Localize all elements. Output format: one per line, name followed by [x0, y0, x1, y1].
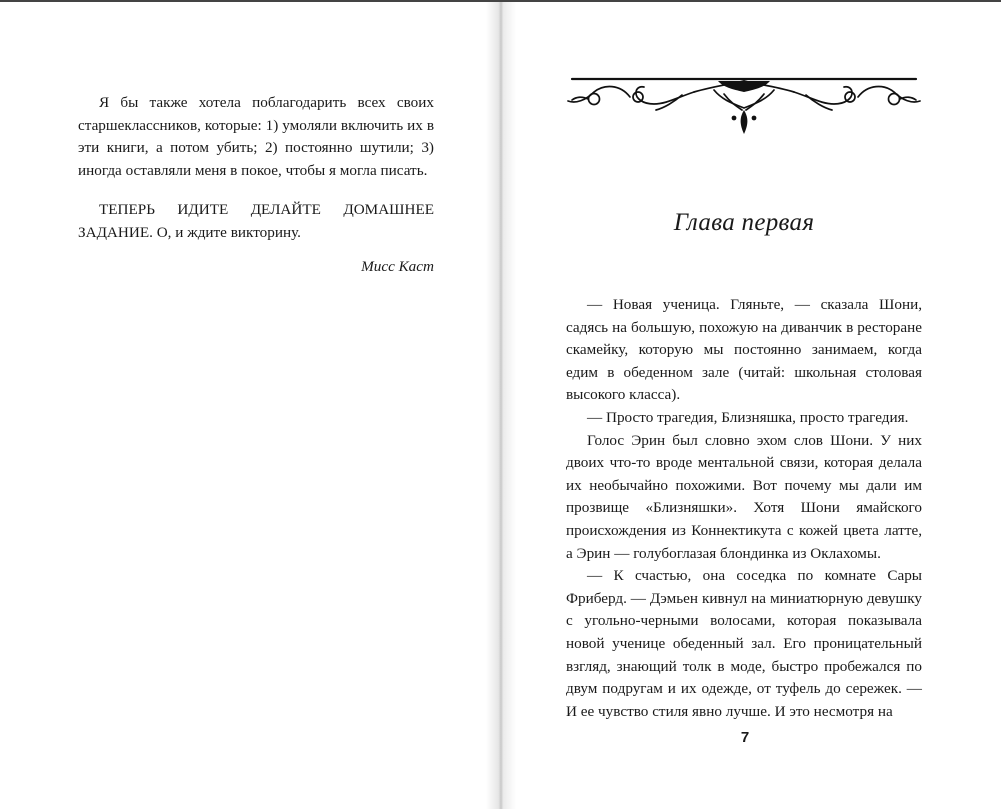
- author-signature: Мисс Каст: [361, 258, 434, 275]
- book-spine: [486, 2, 516, 809]
- homework-paragraph: ТЕПЕРЬ ИДИТЕ ДЕЛАЙТЕ ДОМАШНЕЕ ЗАДАНИЕ. О, и ждите викторину.: [78, 201, 434, 241]
- acknowledgements-text: [78, 92, 434, 245]
- chapter-body-text: [566, 294, 922, 723]
- page-number: 7: [740, 729, 750, 746]
- flourish-divider-icon: [564, 70, 924, 140]
- chapter-title: Глава первая: [673, 209, 815, 236]
- body-paragraph: — Просто трагедия, Близняшка, просто трагедия.: [587, 408, 909, 426]
- body-paragraph: Голос Эрин был словно эхом слов Шони. У них двоих что-то вроде ментальной связи, которая делала их необычайно похожими. Вот почему мы дали им прозвище «Близняшки». Хотя Шони ямайского происхождения из Коннектикута с кожей цвета латте, а Эрин — голубоглазая блондинка из Оклахомы.: [566, 431, 922, 562]
- acknowledgements-paragraph: Я бы также хотела поблагодарить всех своих старшеклассников, которые: 1) умоляли включить их в эти книги, а потом убить; 2) постоянно шутили; 3) иногда оставляли меня в покое, чтобы я могла писать.: [78, 94, 434, 179]
- body-paragraph: — Новая ученица. Гляньте, — сказала Шони, садясь на большую, похожую на диванчик в ресторане скамейку, которую мы постоянно занимаем, когда едим в обеденном зале (читай: школьная столовая высокого класса).: [566, 296, 922, 404]
- body-paragraph: — К счастью, она соседка по комнате Сары Фриберд. — Дэмьен кивнул на миниатюрную девушку с угольно-черными волосами, которая показывала новой ученице обеденный зал. Его проницательный взгляд, знающий толк в моде, быстро пробежался по двум подругам и их одежде, от туфель до сережек. — И ее чувство стиля явно лучше. И это несмотря на: [566, 567, 922, 720]
